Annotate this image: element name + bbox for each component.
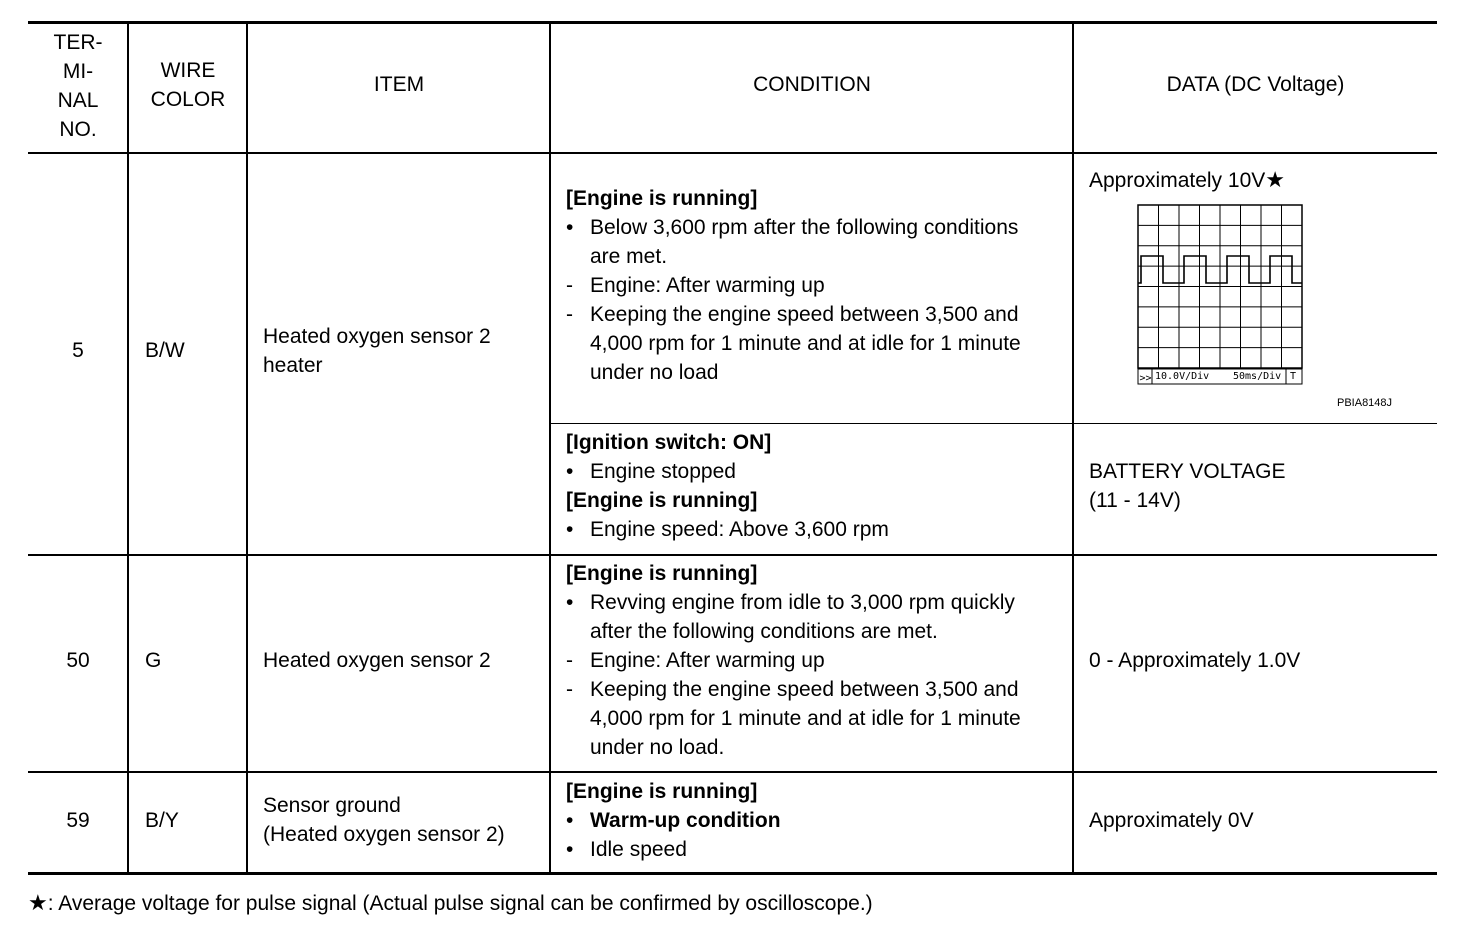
header-item: ITEM [373,73,425,96]
row-5-condition-running [566,184,1066,387]
star-icon: ★ [28,890,48,915]
row-50-condition [566,559,1066,762]
bullet-item: • Revving engine from idle to 3,000 rpm quickly after the following conditions are met. [566,588,1066,646]
condition-title: [Engine is running] [566,489,758,512]
header-data: DATA (DC Voltage) [1166,73,1345,96]
col-divider-4 [1072,22,1074,874]
row-50-bottom-border [28,771,1437,773]
header-bottom-border [28,152,1437,154]
oscilloscope-waveform [1136,203,1306,387]
bullet-marker: • [566,216,574,239]
figure-code: PBIA8148J [1337,397,1393,409]
scope-time-div: 50ms/Div [1233,371,1282,382]
bullet-marker: • [566,809,574,832]
row-5-condition-ignition [566,428,1066,544]
header-condition: CONDITION [753,73,871,96]
scope-t-label: T [1290,371,1297,382]
col-divider-1 [127,22,129,874]
dash-item: - Keeping the engine speed between 3,500 and 4,000 rpm for 1 minute and at idle for 1 minute under no load [566,300,1066,387]
row-5-wire: B/W [145,339,185,362]
row-59-data: Approximately 0V [1089,809,1254,832]
row-5-data-battery: BATTERY VOLTAGE (11 - 14V) [1089,460,1286,512]
footnote-text: : Average voltage for pulse signal (Actual pulse signal can be confirmed by oscilloscope.) [47,892,873,915]
condition-title: [Engine is running] [566,187,758,210]
row-50-item: Heated oxygen sensor 2 [263,649,491,672]
col-divider-3 [549,22,551,874]
star-icon: ★ [1265,167,1285,192]
dash-marker: - [566,303,573,326]
data-value: Approximately 10V [1089,169,1266,192]
dash-marker: - [566,649,573,672]
row-59-condition [566,777,1066,864]
row-59-item: Sensor ground (Heated oxygen sensor 2) [263,794,505,846]
row-5-item: Heated oxygen sensor 2 heater [263,325,491,377]
bullet-marker: • [566,460,574,483]
dash-item: - Engine: After warming up [566,271,1066,300]
bullet-item: • Engine speed: Above 3,600 rpm [566,515,1066,544]
scope-volt-div: 10.0V/Div [1155,371,1210,382]
condition-title: [Engine is running] [566,780,758,803]
row-50-terminal: 50 [66,649,90,672]
row-5-sub-divider [550,423,1437,424]
bullet-item: • Idle speed [566,835,1066,864]
row-59-terminal: 59 [66,809,90,832]
condition-title: [Ignition switch: ON] [566,431,772,454]
dash-item: - Engine: After warming up [566,646,1066,675]
row-50-wire: G [145,649,162,672]
scope-grid [1138,205,1302,368]
table-bottom-border [28,872,1437,875]
dash-marker: - [566,274,573,297]
col-divider-2 [246,22,248,874]
footnote [28,888,873,918]
header-wire-color: WIRE COLOR [150,59,226,111]
row-5-terminal: 5 [72,339,84,362]
bullet-marker: • [566,518,574,541]
dash-item: - Keeping the engine speed between 3,500 and 4,000 rpm for 1 minute and at idle for 1 minute under no load. [566,675,1066,762]
row-50-data: 0 - Approximately 1.0V [1089,649,1301,672]
bullet-item: • Warm-up condition [566,806,1066,835]
dash-marker: - [566,678,573,701]
row-5-bottom-border [28,554,1437,556]
header-terminal: TER- MI- NAL NO. [53,31,103,141]
bullet-item: • Below 3,600 rpm after the following conditions are met. [566,213,1066,271]
bullet-item: • Engine stopped [566,457,1066,486]
scope-trigger-icon: >> [1139,373,1152,384]
bullet-marker: • [566,838,574,861]
table-top-border [28,21,1437,24]
condition-title: [Engine is running] [566,562,758,585]
row-59-wire: B/Y [145,809,179,832]
bullet-marker: • [566,591,574,614]
row-5-data-pulse [1089,165,1285,195]
